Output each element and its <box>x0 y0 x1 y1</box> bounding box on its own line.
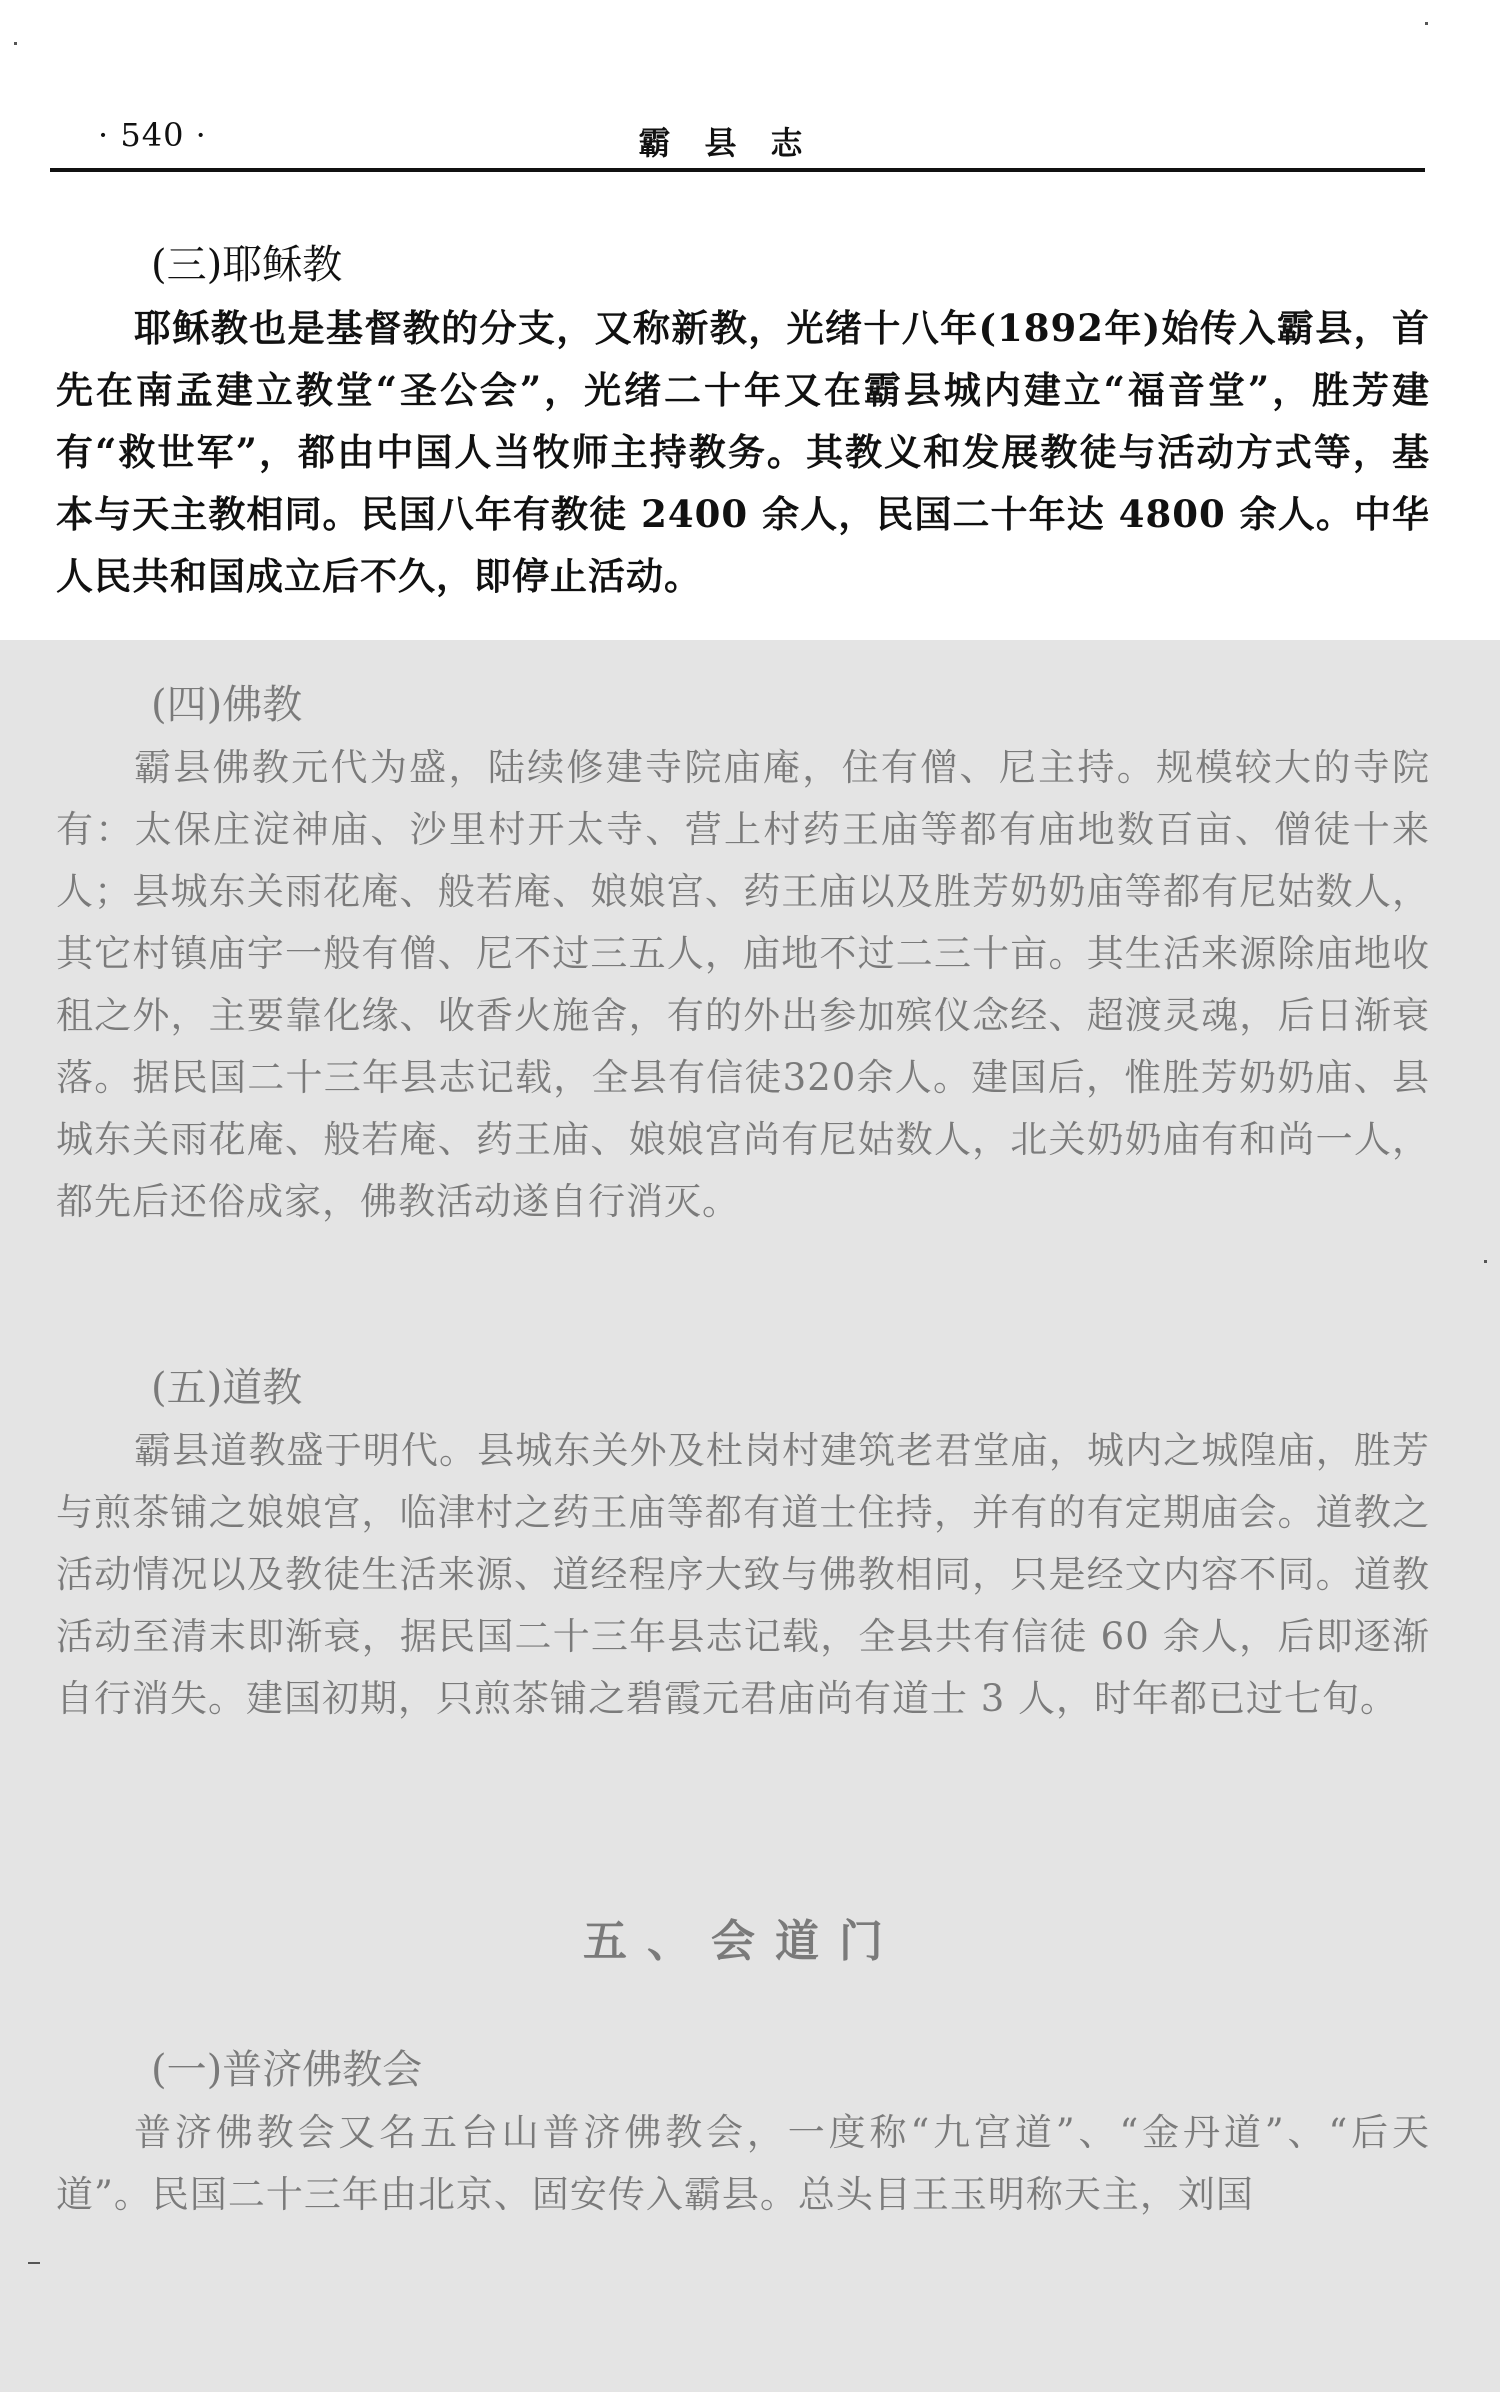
section-heading: (四)佛教 <box>151 682 303 728</box>
section-heading: (五)道教 <box>151 1365 303 1411</box>
section-body: 霸县佛教元代为盛，陆续修建寺院庙庵，住有僧、尼主持。规模较大的寺院有：太保庄淀神庙、沙里村开太寺、营上村药王庙等都有庙地数百亩、僧徒十来人；县城东关雨花庵、般若庵、娘娘宫、药王庙以及胜芳奶奶庙等都有尼姑数人，其它村镇庙宇一般有僧、尼不过三五人，庙地不过二三十亩。其生活来源除庙地收租之外，主要靠化缘、收香火施舍，有的外出参加殡仪念经、超渡灵魂，后日渐衰落。据民国二十三年县志记载，全县有信徒320余人。建国后，惟胜芳奶奶庙、县城东关雨花庵、般若庵、药王庙、娘娘宫尚有尼姑数人，北关奶奶庙有和尚一人，都先后还俗成家，佛教活动遂自行消灭。 <box>56 746 1430 1223</box>
section-buddhism <box>56 675 1430 1233</box>
section-heading: (一)普济佛教会 <box>151 2047 423 2093</box>
section-heading: (三)耶稣教 <box>151 242 343 288</box>
scan-speck <box>1425 22 1428 25</box>
scan-speck <box>28 2262 40 2264</box>
section-body: 霸县道教盛于明代。县城东关外及杜岗村建筑老君堂庙，城内之城隍庙，胜芳与煎茶铺之娘娘宫，临津村之药王庙等都有道士住持，并有的有定期庙会。道教之活动情况以及教徒生活来源、道经程序大致与佛教相同，只是经文内容不同。道教活动至清末即渐衰，据民国二十三年县志记载，全县共有信徒 60 余人，后即逐渐自行消失。建国初期，只煎茶铺之碧霞元君庙尚有道士 3 人，时年都已过七旬。 <box>56 1429 1430 1720</box>
header-rule <box>50 168 1425 172</box>
page-header <box>50 110 1425 170</box>
section-puji-buddhist-society <box>56 2040 1430 2226</box>
scan-speck <box>1484 1260 1487 1263</box>
scan-speck <box>14 42 17 45</box>
section-protestantism <box>56 235 1430 607</box>
section-body: 普济佛教会又名五台山普济佛教会，一度称“九宫道”、“金丹道”、“后天道”。民国二十三年由北京、固安传入霸县。总头目王玉明称天主，刘国 <box>56 2111 1430 2216</box>
section-taoism <box>56 1358 1430 1730</box>
chapter-heading: 五、会道门 <box>583 1916 903 1967</box>
section-body: 耶稣教也是基督教的分支，又称新教，光绪十八年(1892年)始传入霸县，首先在南孟建立教堂“圣公会”，光绪二十年又在霸县城内建立“福音堂”，胜芳建有“救世军”，都由中国人当牧师主持教务。其教义和发展教徒与活动方式等，基本与天主教相同。民国八年有教徒 2400 余人，民国二十年达 4800 余人。中华人民共和国成立后不久，即停止活动。 <box>56 306 1430 598</box>
page-number: · 540 · <box>98 116 207 154</box>
running-title: 霸县志 <box>638 124 837 162</box>
